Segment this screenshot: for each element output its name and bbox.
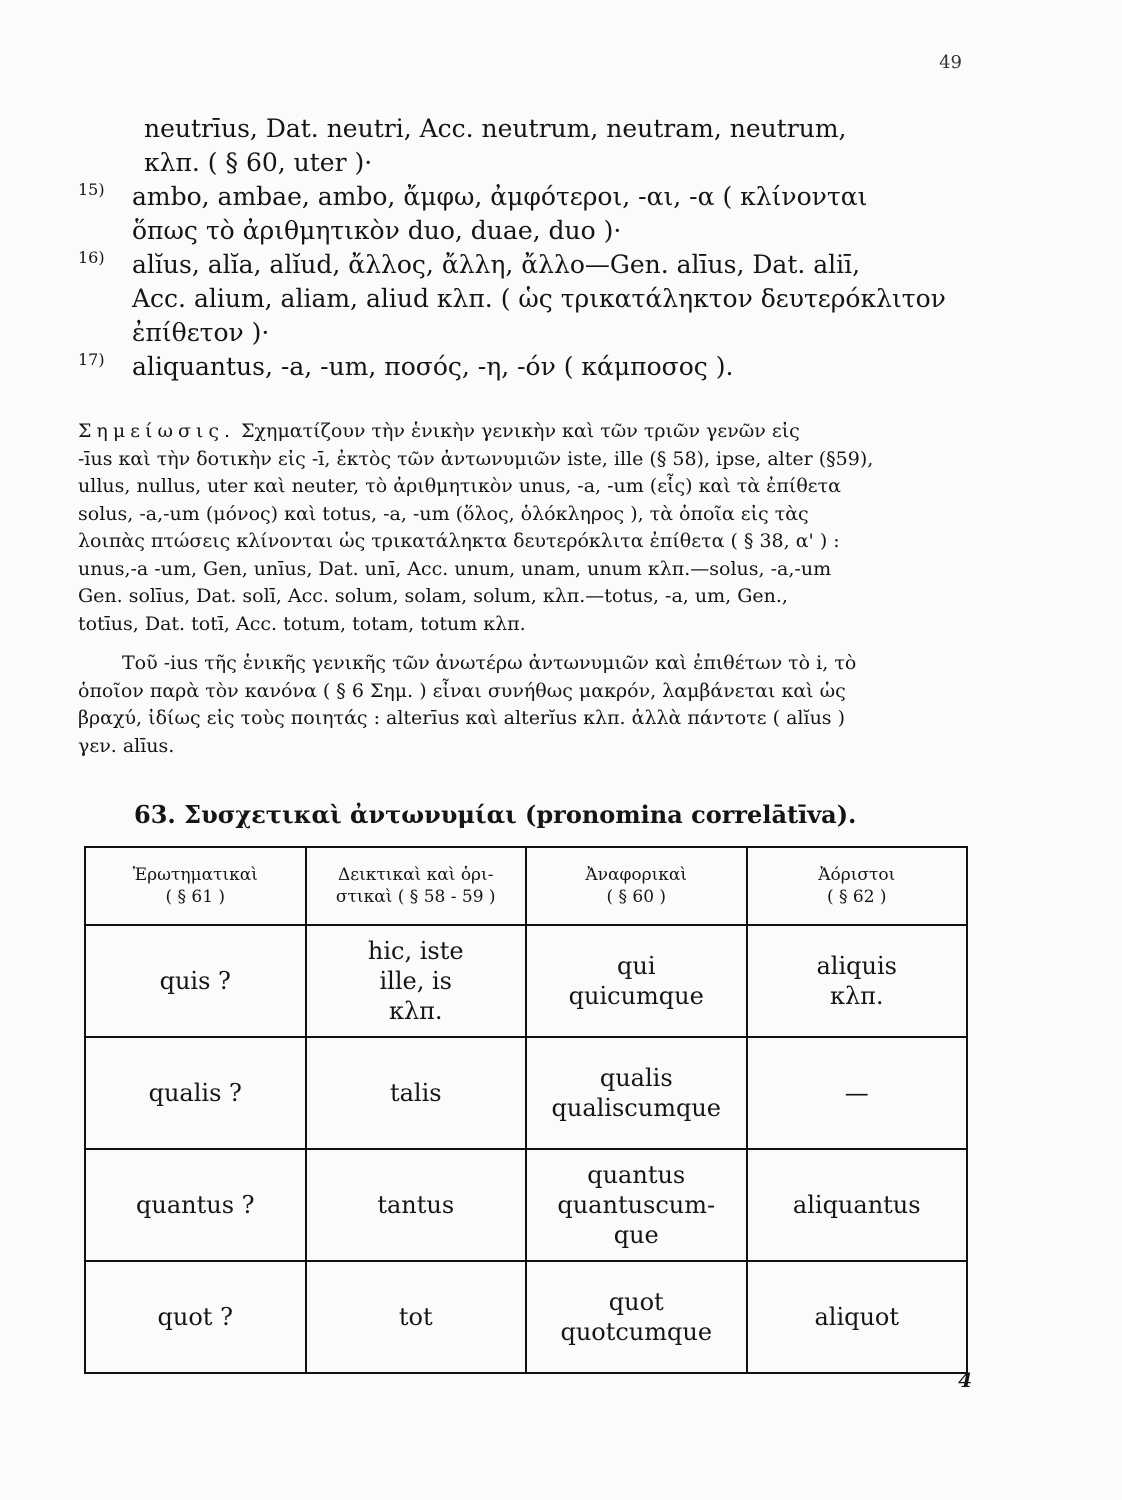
signature-mark: 4	[958, 1368, 972, 1392]
note-line: ullus, nullus, uter καὶ neuter, τὸ ἀριθμητικὸν unus, -a, -um (εἷς) καὶ τὰ ἐπίθετα	[78, 475, 841, 497]
note-line: Τοῦ -ius τῆς ἑνικῆς γενικῆς τῶν ἀνωτέρω ἀντωνυμιῶν καὶ ἐπιθέτων τὸ i, τὸ	[122, 652, 857, 674]
table-cell: tot	[306, 1261, 527, 1373]
list-item	[78, 112, 964, 180]
table-cell: qui quicumque	[526, 925, 747, 1037]
table-cell: tantus	[306, 1149, 527, 1261]
table-row	[85, 1037, 967, 1149]
list-item	[78, 350, 964, 384]
table-cell: qualis ?	[85, 1037, 306, 1149]
note-line: ὁποῖον παρὰ τὸν κανόνα ( § 6 Σημ. ) εἶναι συνήθως μακρόν, λαμβάνεται καὶ ὡς	[78, 679, 846, 702]
note-label: Σημείωσις.	[78, 420, 236, 442]
table-cell: quantus quantuscum- que	[526, 1149, 747, 1261]
paragraph-line: ὅπως τὸ ἀριθμητικὸν duo, duae, duo )·	[132, 216, 622, 245]
note-line: unus,-a -um, Gen, unīus, Dat. unī, Acc. unum, unam, unum κλπ.—solus, -a,-um	[78, 557, 832, 580]
table-cell: quantus ?	[85, 1149, 306, 1261]
header-demonstrative: Δεικτικαὶ καὶ ὁρι- στικαὶ ( § 58 - 59 )	[306, 847, 527, 925]
section-heading: 63. Συσχετικαὶ ἀντωνυμίαι (pronomina correlātīva).	[134, 800, 857, 829]
table-row	[85, 925, 967, 1037]
item-number: 16)	[78, 248, 105, 267]
note-line: totīus, Dat. totī, Acc. totum, totam, totum κλπ.	[78, 612, 526, 635]
note-line: Σχηματίζουν τὴν ἑνικὴν γενικὴν καὶ τῶν τριῶν γενῶν εἰς	[241, 420, 800, 442]
paragraph-line: κλπ. ( § 60, uter )·	[144, 148, 373, 177]
paragraph-line: Acc. alium, aliam, aliud κλπ. ( ὡς τρικατάληκτον δευτερόκλιτον	[132, 284, 946, 313]
paragraph-line: ambo, ambae, ambo, ἄμφω, ἀμφότεροι, -αι, -α ( κλίνονται	[132, 182, 868, 211]
correlative-pronouns-table	[84, 846, 968, 1374]
header-relative: Ἀναφορικαὶ ( § 60 )	[526, 847, 747, 925]
numbered-list	[78, 112, 964, 384]
table-row	[85, 1261, 967, 1373]
paragraph-line: neutrīus, Dat. neutri, Acc. neutrum, neutram, neutrum,	[144, 114, 847, 143]
table-cell: aliquantus	[747, 1149, 968, 1261]
note-remark	[78, 418, 964, 638]
paragraph-line: ἐπίθετον )·	[132, 318, 270, 347]
table-cell: hic, iste ille, is κλπ.	[306, 925, 527, 1037]
table-row	[85, 1149, 967, 1261]
note-line: Gen. solīus, Dat. solī, Acc. solum, solam, solum, κλπ.—totus, -a, um, Gen.,	[78, 585, 788, 607]
table-cell: aliquis κλπ.	[747, 925, 968, 1037]
item-number: 15)	[78, 180, 105, 199]
note-line: βραχύ, ἰδίως εἰς τοὺς ποιητάς : alterīus καὶ alterĭus κλπ. ἀλλὰ πάντοτε ( alĭus )	[78, 707, 846, 729]
table-cell: —	[747, 1037, 968, 1149]
header-interrogative: Ἐρωτηματικαὶ ( § 61 )	[85, 847, 306, 925]
paragraph-line: aliquantus, -a, -um, ποσός, -η, -όν ( κάμποσος ).	[132, 352, 734, 381]
table-cell: talis	[306, 1037, 527, 1149]
note-line: γεν. alīus.	[78, 734, 175, 757]
note-line: -īus καὶ τὴν δοτικὴν εἰς -ī, ἐκτὸς τῶν ἀντωνυμιῶν iste, ille (§ 58), ipse, alter (§59),	[78, 447, 874, 470]
item-number: 17)	[78, 350, 105, 369]
paragraph-line: alĭus, alĭa, alĭud, ἄλλος, ἄλλη, ἄλλο—Gen. alīus, Dat. aliī,	[132, 250, 861, 279]
table-header-row	[85, 847, 967, 925]
header-indefinite: Ἀόριστοι ( § 62 )	[747, 847, 968, 925]
list-item	[78, 248, 964, 350]
note-line: solus, -a,-um (μόνος) καὶ totus, -a, -um (ὅλος, ὁλόκληρος ), τὰ ὁποῖα εἰς τὰς	[78, 502, 809, 525]
note-quantity	[78, 650, 964, 760]
table-cell: qualis qualiscumque	[526, 1037, 747, 1149]
list-item	[78, 180, 964, 248]
table-cell: quis ?	[85, 925, 306, 1037]
table-cell: quot quotcumque	[526, 1261, 747, 1373]
note-line: λοιπὰς πτώσεις κλίνονται ὡς τρικατάληκτα δευτερόκλιτα ἐπίθετα ( § 38, α' ) :	[78, 530, 840, 552]
table-cell: aliquot	[747, 1261, 968, 1373]
item-number	[78, 112, 132, 180]
page-number: 49	[939, 52, 962, 73]
table-cell: quot ?	[85, 1261, 306, 1373]
